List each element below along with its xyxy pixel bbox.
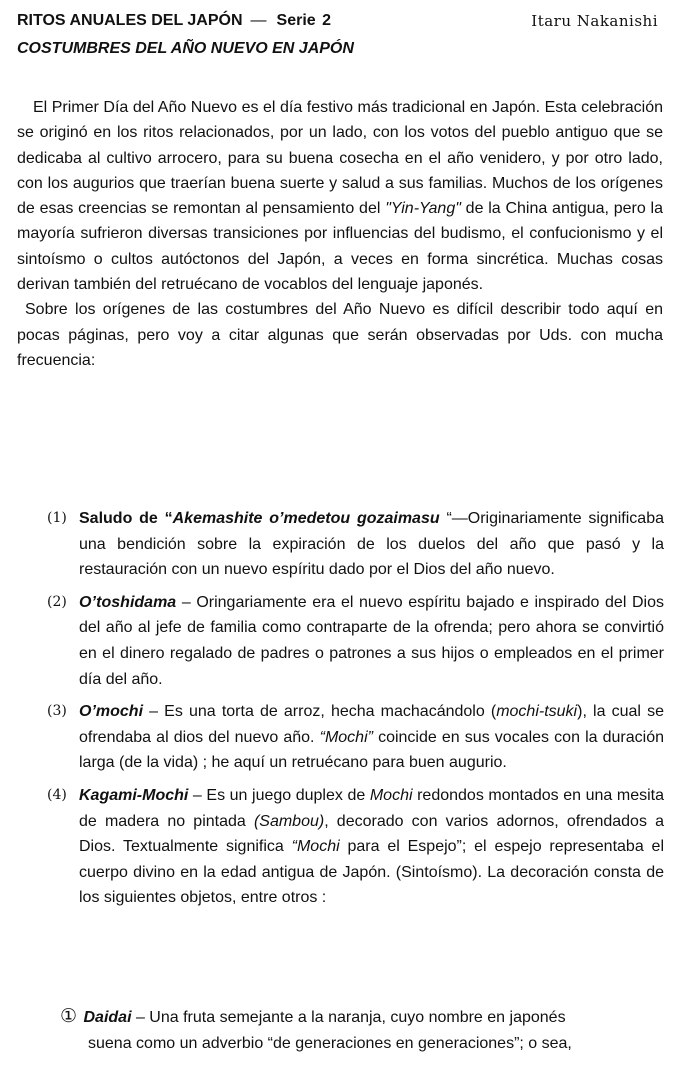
item-term: Kagami-Mochi (79, 786, 189, 804)
document-subtitle: COSTUMBRES DEL AÑO NUEVO EN JAPÓN (17, 40, 354, 57)
item-number: (3) (47, 703, 67, 720)
list-item (47, 506, 664, 583)
subitem-text: – Una fruta semejante a la naranja, cuyo nombre en japonés (131, 1009, 566, 1026)
item-italic: “Mochi” (319, 728, 373, 746)
subitem-term: Daidai (83, 1009, 132, 1026)
circled-number-one-icon: ① (60, 1006, 78, 1027)
item-term-prefix: Saludo de “ (79, 510, 173, 527)
intro-section (17, 95, 663, 373)
customs-list (47, 506, 664, 918)
author-name: Itaru Nakanishi (531, 12, 658, 30)
item-term: O’toshidama (79, 593, 177, 611)
item-text: ), la cual se ofrendaba al dios del nuevo año. (79, 703, 664, 746)
serie-label: Serie (276, 12, 316, 29)
item-text: – Es un juego duplex de (188, 786, 370, 804)
item-term: O’mochi (79, 703, 144, 721)
serie-number: 2 (322, 12, 332, 29)
item-number: (4) (47, 786, 67, 803)
item-text: – Es una torta de arroz, hecha machacándolo ( (143, 703, 497, 721)
subitem-line-2: suena como un adverbio “de generaciones en generaciones”; o sea, (88, 1034, 572, 1052)
document-header (17, 12, 331, 30)
item-italic: mochi-tsuki (496, 703, 578, 721)
item-number: (1) (47, 510, 67, 526)
item-italic: Mochi (369, 786, 413, 804)
item-text: – Oringariamente era el nuevo espíritu bajado e inspirado del Dios del año al jefe de familia como contraparte de la ofrenda; pero ahora se convirtió en el dinero regalado de padres o patrones a sus hijos o empleados en el primer día del año. (79, 593, 664, 688)
subitem-line-1 (60, 1004, 620, 1031)
decoration-subitem (60, 1004, 620, 1056)
item-italic: (Sambou) (253, 812, 325, 830)
list-item (47, 590, 664, 692)
header-dash: — (250, 12, 267, 29)
item-italic: “Mochi (291, 838, 340, 856)
item-text: para el Espejo”; el espejo representaba el cuerpo divino en la edad antigua de Japón. (Sintoísmo). La decoración consta de los siguientes objetos, entre otros : (79, 838, 665, 907)
item-text: , decorado con varios adornos, ofrendados a Dios. Textualmente significa (79, 812, 664, 856)
intro-p1-text-b: de la China antigua, pero la mayoría sufrieron diversas transiciones por influencias del budismo, el confucionismo y el sintoísmo o cultos autóctonos del Japón, a veces en forma sincrética. Muchas cosas derivan también del retruécano de vocablos del lenguaje japonés. (17, 200, 664, 294)
list-item (47, 699, 664, 776)
item-number: (2) (47, 593, 67, 610)
item-text: “—Originariamente significaba una bendición sobre la expiración de los duelos del año que pasó y la restauración con un nuevo espíritu dado por el Dios del año nuevo. (79, 510, 665, 579)
item-text: redondos montados en una mesita de madera no pintada (79, 786, 665, 830)
yin-yang-term: "Yin-Yang" (385, 200, 461, 218)
series-title: RITOS ANUALES DEL JAPÓN (17, 12, 243, 29)
list-item (47, 783, 664, 911)
intro-paragraph-1 (17, 95, 663, 297)
intro-paragraph-2: Sobre los orígenes de las costumbres del Año Nuevo es difícil describir todo aquí en pocas páginas, pero voy a citar algunas que serán observadas por Uds. con mucha frecuencia: (17, 301, 663, 369)
item-term: Akemashite o’medetou gozaimasu (172, 510, 440, 527)
item-text: coincide en sus vocales con la duración larga (de la vida) ; he aquí un retruécano para buen augurio. (79, 728, 665, 772)
intro-p1-text-a: El Primer Día del Año Nuevo es el día festivo más tradicional en Japón. Esta celebración se originó en los ritos relacionados, por un lado, con los votos del pueblo antiguo que se dedicaba al cultivo arrocero, para su buena cosecha en el año venidero, y por otro lado, con los augurios que traerían buena suerte y salud a sus familias. Muchos de los orígenes de esas creencias se remontan al pensamiento del (17, 99, 663, 218)
